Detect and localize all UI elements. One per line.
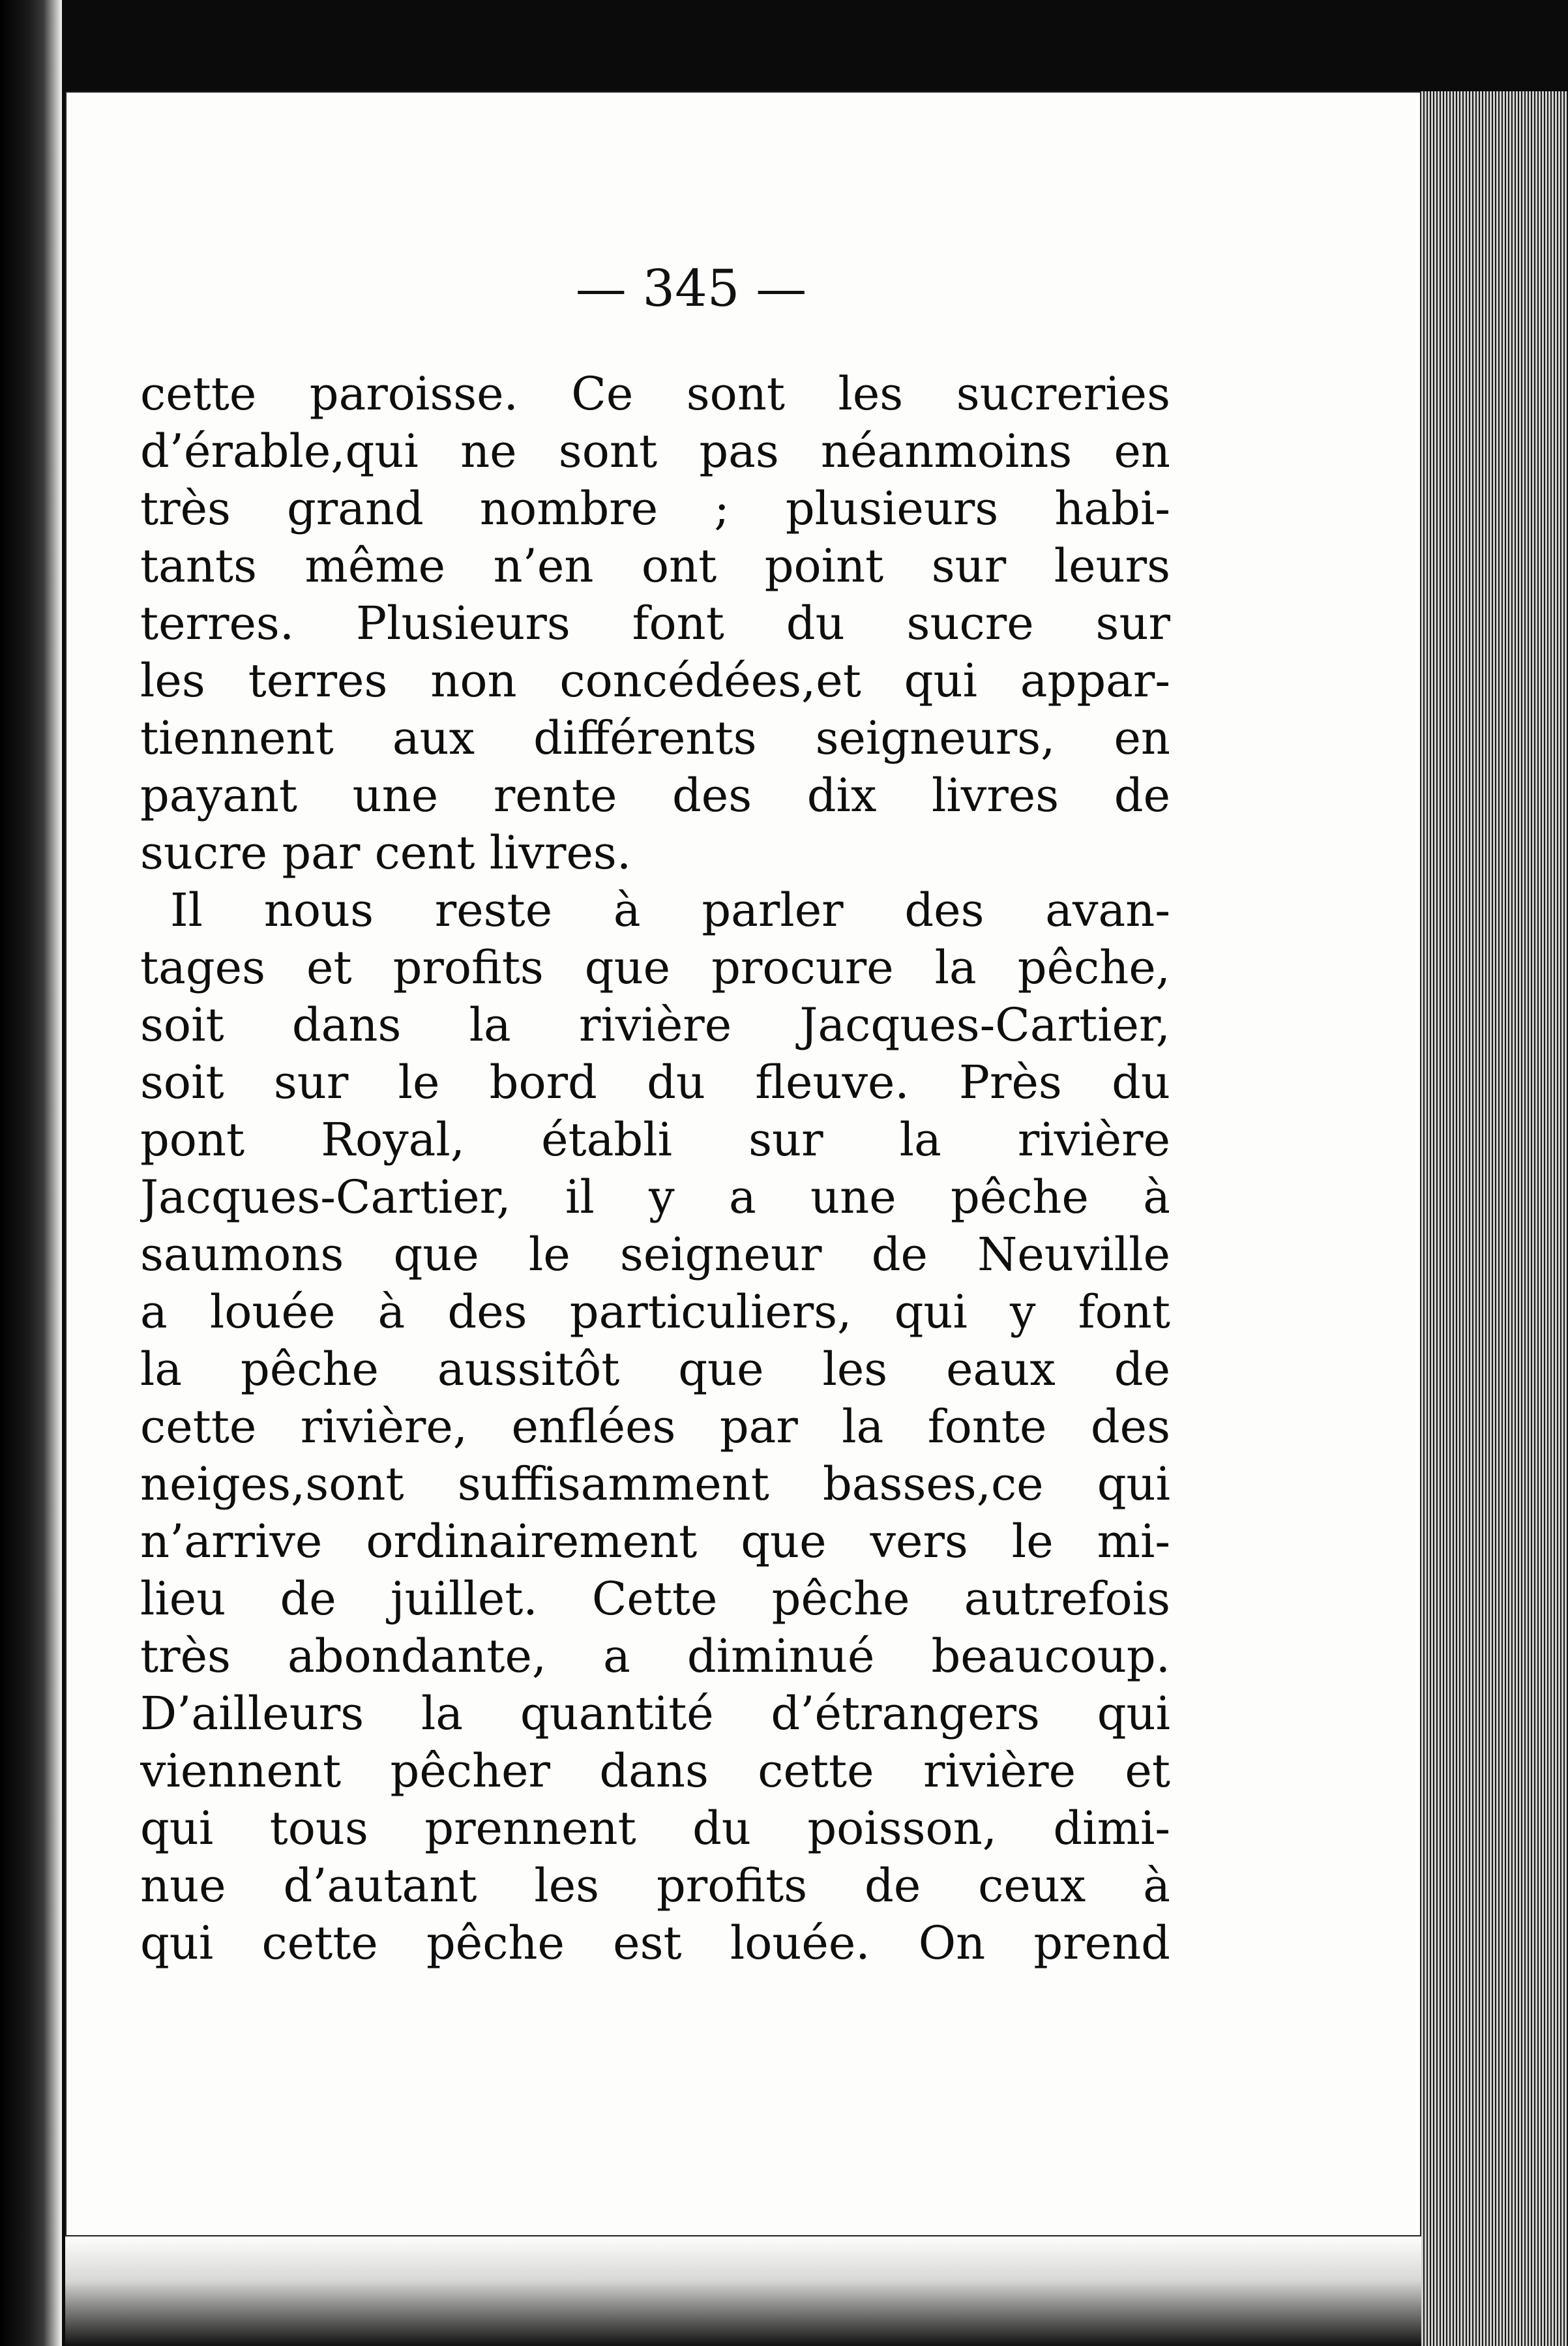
paragraph-end-line: sucre par cent livres. (140, 826, 632, 880)
text-line: D’ailleurs la quantité d’étrangers qui (140, 1687, 1170, 1740)
page-edges-right (1421, 91, 1568, 2346)
text-line: qui cette pêche est louée. On prend (140, 1916, 1170, 1970)
text-line: très grand nombre ; plusieurs habi- (140, 482, 1170, 535)
text-line: lieu de juillet. Cette pêche autrefois (140, 1572, 1170, 1626)
page-bottom-edge (65, 2236, 1421, 2346)
text-line: qui tous prennent du poisson, dimi- (140, 1802, 1170, 1855)
text-line: terres. Plusieurs font du sucre sur (140, 597, 1170, 650)
text-line: nue d’autant les profits de ceux à (140, 1859, 1170, 1912)
text-line: cette rivière, enflées par la fonte des (140, 1400, 1170, 1453)
text-line: payant une rente des dix livres de (140, 769, 1170, 822)
text-line: viennent pêcher dans cette rivière et (140, 1744, 1170, 1798)
text-line: a louée à des particuliers, qui y font (140, 1285, 1170, 1339)
text-line: tages et profits que procure la pêche, (140, 941, 1170, 994)
text-line: Jacques-Cartier, il y a une pêche à (140, 1170, 1170, 1224)
text-line: n’arrive ordinairement que vers le mi- (140, 1515, 1170, 1568)
text-line: saumons que le seigneur de Neuville (140, 1228, 1170, 1281)
book-page (65, 91, 1421, 2236)
text-line: soit sur le bord du fleuve. Près du (140, 1056, 1170, 1109)
body-text (140, 365, 1170, 1972)
book-spine-shadow (0, 0, 62, 2346)
text-line: tants même n’en ont point sur leurs (140, 539, 1170, 593)
text-line: d’érable,qui ne sont pas néanmoins en (140, 424, 1170, 478)
page-number: — 345 — (575, 260, 807, 318)
text-line: les terres non concédées,et qui appar- (140, 654, 1170, 707)
text-line: soit dans la rivière Jacques-Cartier, (140, 998, 1170, 1052)
text-line: cette paroisse. Ce sont les sucreries (140, 367, 1170, 421)
text-line: très abondante, a diminué beaucoup. (140, 1629, 1170, 1683)
text-line: la pêche aussitôt que les eaux de (140, 1343, 1170, 1396)
text-line: neiges,sont suffisamment basses,ce qui (140, 1457, 1170, 1511)
text-line: pont Royal, établi sur la rivière (140, 1113, 1170, 1166)
paragraph-start-line: Il nous reste à parler des avan- (170, 883, 1170, 937)
text-line: tiennent aux différents seigneurs, en (140, 711, 1170, 765)
